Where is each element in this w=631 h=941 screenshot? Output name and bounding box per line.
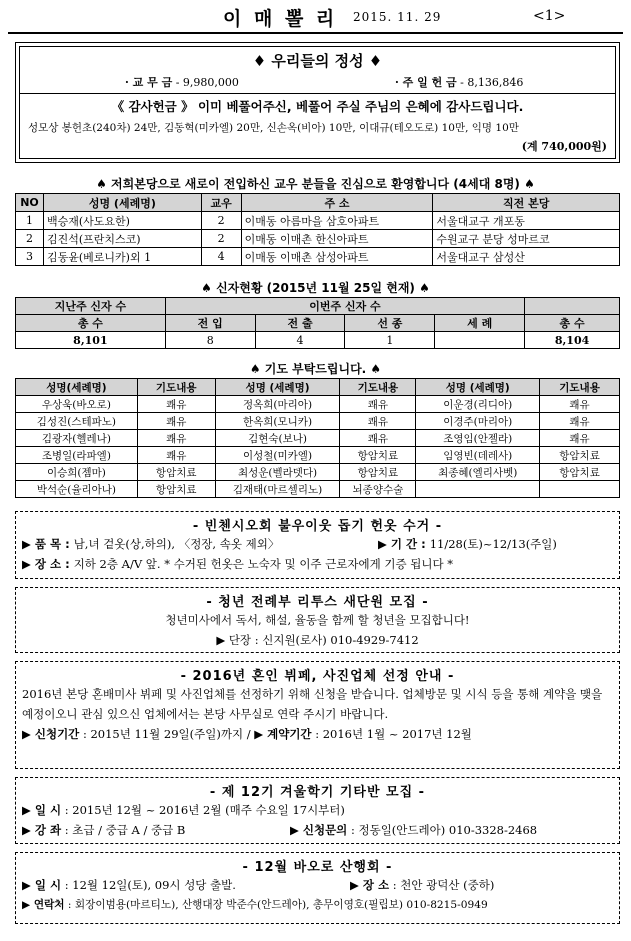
notice-row <box>22 895 613 915</box>
sunday-collection-amount: - 8,136,846 <box>460 76 524 89</box>
table-row <box>16 430 620 447</box>
notice-title: - 2016년 혼인 뷔페, 사진업체 선정 안내 - <box>180 669 455 684</box>
table-row <box>16 212 620 230</box>
notice-body: 청년미사에서 독서, 해설, 율동을 함께 할 청년을 모집합니다! <box>165 613 470 627</box>
sunday-collection-label: · 주 일 헌 금 <box>395 76 457 89</box>
cell: 항암치료 <box>137 481 215 498</box>
blank-header <box>525 298 620 315</box>
prayer-table <box>15 378 620 498</box>
cell: 항암치료 <box>340 464 416 481</box>
new-members-title: ♠ 저희본당으로 새로이 전입하신 교우 분들을 진심으로 환영합니다 (4세대 8명) ♠ <box>96 177 535 191</box>
date-label: ▶ 일 시 <box>22 803 62 817</box>
col-prayer: 기도내용 <box>340 379 416 396</box>
cell: 쾌유 <box>540 396 620 413</box>
cell: 우상욱(바오로) <box>16 396 138 413</box>
notice-row <box>22 875 613 895</box>
cell: 항암치료 <box>137 464 215 481</box>
cell: 3 <box>16 248 44 266</box>
transfer-out-value: 4 <box>255 332 345 349</box>
table-row <box>16 464 620 481</box>
inquiry-value: : 정동일(안드레아) 010-3328-2468 <box>347 823 538 837</box>
notice-row <box>22 554 613 574</box>
offering-title: ♦ 우리들의 정성 ♦ <box>252 52 383 70</box>
cell: 김광자(헬레나) <box>16 430 138 447</box>
cell: 쾌유 <box>540 413 620 430</box>
cell: 수원교구 분당 성마르코 <box>433 230 620 248</box>
offering-divider <box>20 93 615 94</box>
new-members-table <box>15 193 620 266</box>
notice-title: - 제 12기 겨울학기 기타반 모집 - <box>209 785 426 800</box>
cell: 김동윤(베로니카)외 1 <box>43 248 201 266</box>
notice-row <box>22 724 613 744</box>
cell: 이매동 이매촌 한신아파트 <box>241 230 433 248</box>
inquiry <box>290 820 537 840</box>
cell: 이승희(젬마) <box>16 464 138 481</box>
last-total-header: 총 수 <box>16 315 166 332</box>
table-header-row <box>16 298 620 315</box>
notice-contact: ▶ 단장 : 신지원(로사) 010-4929-7412 <box>216 633 419 647</box>
table-header-row <box>16 315 620 332</box>
offering-inner-frame <box>19 46 616 159</box>
cell: 이경주(마리아) <box>416 413 540 430</box>
cell: 쾌유 <box>137 447 215 464</box>
notice-title: - 12월 바오로 산행회 - <box>242 860 393 875</box>
deceased-value: 1 <box>345 332 435 349</box>
hiking-club-notice <box>15 852 620 924</box>
cell: 1 <box>16 212 44 230</box>
notice-title: - 청년 전례부 리투스 새단원 모집 - <box>206 595 429 610</box>
col-baptism: 세 례 <box>435 315 525 332</box>
clothes-drive-notice <box>15 511 620 579</box>
contact-label: ▶ 연락처 <box>22 899 65 911</box>
contract-period-label: ▶ 계약기간 <box>254 727 312 741</box>
notice-row <box>22 800 613 820</box>
cell: 쾌유 <box>137 396 215 413</box>
cell: 쾌유 <box>340 413 416 430</box>
sunday-collection <box>395 74 523 90</box>
cell: 2 <box>201 230 241 248</box>
date-label: ▶ 일 시 <box>22 878 62 892</box>
header-rule <box>8 32 623 34</box>
prayer-title: ♠ 기도 부탁드립니다. ♠ <box>249 362 382 376</box>
last-week-header: 지난주 신자 수 <box>16 298 166 315</box>
apply-period-value: : 2015년 11월 29일(주일)까지 / <box>79 727 255 741</box>
notice-body: 2016년 본당 혼배미사 뷔페 및 사진업체를 선정하기 위해 신청을 받습니다. 업체방문 및 시식 등을 통해 계약을 맺을 예정이오니 관심 있으신 업체에서는 본당 사무실로 연락 주시기 바랍니다. <box>22 687 603 721</box>
cell: 이매동 이매촌 삼성아파트 <box>241 248 433 266</box>
cell: 최성운(벨라뎃다) <box>215 464 340 481</box>
notice-row <box>22 534 613 554</box>
bulletin-title: 이 매 뽈 리 <box>223 8 338 30</box>
this-total-header: 총 수 <box>525 315 620 332</box>
period <box>378 534 557 554</box>
cell: 정옥희(마리아) <box>215 396 340 413</box>
item-label: ▶ 품 목 : <box>22 537 74 551</box>
table-row <box>16 413 620 430</box>
place-value: : 천안 광덕산 (중하) <box>389 878 495 892</box>
place-label: ▶ 장 소 : <box>22 557 74 571</box>
cell: 박석순(율리아나) <box>16 481 138 498</box>
col-name: 성명 (세례명) <box>43 194 201 212</box>
period-value: 11/28(토)~12/13(주일) <box>429 537 557 551</box>
table-row <box>16 481 620 498</box>
col-members: 교우 <box>201 194 241 212</box>
place <box>350 875 494 895</box>
col-name: 성명 (세례명) <box>416 379 540 396</box>
col-prayer: 기도내용 <box>137 379 215 396</box>
baptism-value <box>435 332 525 349</box>
bulletin-date: 2015. 11. 29 <box>353 10 442 24</box>
place-value: 지하 2층 A/V 앞. * 수거된 헌옷은 노숙자 및 이주 근로자에게 기증 됩니다 * <box>73 557 453 571</box>
this-total-value: 8,104 <box>525 332 620 349</box>
cell: 서울대교구 개포동 <box>433 212 620 230</box>
this-week-header: 이번주 신자 수 <box>165 298 524 315</box>
school-fee-label: · 교 무 금 <box>125 76 173 89</box>
notice-title: - 빈첸시오회 불우이웃 돕기 헌옷 수거 - <box>192 519 443 534</box>
col-address: 주 소 <box>241 194 433 212</box>
cell: 이운경(리디아) <box>416 396 540 413</box>
table-row <box>16 332 620 349</box>
transfer-in-value: 8 <box>165 332 255 349</box>
cell <box>416 481 540 498</box>
table-row <box>16 447 620 464</box>
table-row <box>16 248 620 266</box>
col-deceased: 선 종 <box>345 315 435 332</box>
youth-liturgy-notice <box>15 587 620 653</box>
col-transfer-out: 전 출 <box>255 315 345 332</box>
cell: 쾌유 <box>137 430 215 447</box>
apply-period-label: ▶ 신청기간 <box>22 727 80 741</box>
col-transfer-in: 전 입 <box>165 315 255 332</box>
col-name: 성명(세례명) <box>16 379 138 396</box>
cell: 서울대교구 삼성산 <box>433 248 620 266</box>
col-prayer: 기도내용 <box>540 379 620 396</box>
cell: 한옥희(모니카) <box>215 413 340 430</box>
bulletin-header <box>8 2 623 32</box>
cell: 김성진(스테파노) <box>16 413 138 430</box>
cell: 쾌유 <box>137 413 215 430</box>
guitar-class-notice <box>15 777 620 844</box>
cell: 조영임(안젤라) <box>416 430 540 447</box>
table-row <box>16 396 620 413</box>
donor-list: 성모상 봉헌초(240차) 24만, 김동혁(미카엘) 20만, 신손옥(비아) 10만, 이대규(테오도로) 10만, 익명 10만 <box>28 122 519 134</box>
page-number: <1> <box>533 8 566 24</box>
cell: 이성철(미카엘) <box>215 447 340 464</box>
offering-amounts <box>20 74 615 91</box>
course-label: ▶ 강 좌 <box>22 823 62 837</box>
cell: 임영빈(데레사) <box>416 447 540 464</box>
course-value: : 초급 / 중급 A / 중급 B <box>61 823 186 837</box>
cell <box>540 481 620 498</box>
cell: 항암치료 <box>540 447 620 464</box>
contact-value: : 회장이범용(마르티노), 산행대장 박준수(안드레아), 총무이영호(필립보) 010-8215-0949 <box>64 899 488 911</box>
col-name: 성명 (세례명) <box>215 379 340 396</box>
cell: 김진석(프란치스코) <box>43 230 201 248</box>
cell: 2 <box>201 212 241 230</box>
cell: 2 <box>16 230 44 248</box>
believers-title: ♠ 신자현황 (2015년 11월 25일 현재) ♠ <box>201 281 430 295</box>
cell: 이매동 아름마을 삼호아파트 <box>241 212 433 230</box>
col-prev-parish: 직전 본당 <box>433 194 620 212</box>
table-header-row <box>16 194 620 212</box>
cell: 항암치료 <box>540 464 620 481</box>
period-label: ▶ 기 간 : <box>378 537 430 551</box>
date-value: : 12월 12일(토), 09시 성당 출발. <box>61 878 236 892</box>
contract-period-value: : 2016년 1월 ~ 2017년 12월 <box>311 727 472 741</box>
donation-total: (계 740,000원) <box>521 140 607 153</box>
date-value: : 2015년 12월 ~ 2016년 2월 (매주 수요일 17시부터) <box>61 803 345 817</box>
school-fee <box>125 74 239 90</box>
cell: 항암치료 <box>340 447 416 464</box>
cell: 쾌유 <box>540 430 620 447</box>
wedding-vendor-notice <box>15 661 620 769</box>
cell: 김현숙(보나) <box>215 430 340 447</box>
thanks-line: 《 감사헌금 》 이미 베풀어주신, 베풀어 주실 주님의 은혜에 감사드립니다. <box>111 99 524 114</box>
cell: 쾌유 <box>340 430 416 447</box>
notice-row <box>22 820 613 840</box>
cell: 백승재(사도요한) <box>43 212 201 230</box>
cell: 조병일(라파엘) <box>16 447 138 464</box>
item-value: 남,녀 겉옷(상,하의), 〈정장, 속옷 제외〉 <box>73 537 280 551</box>
offering-box <box>15 42 620 163</box>
inquiry-label: ▶ 신청문의 <box>290 823 348 837</box>
last-total-value: 8,101 <box>16 332 166 349</box>
cell: 김재태(마르셀리노) <box>215 481 340 498</box>
school-fee-amount: - 9,980,000 <box>175 76 239 89</box>
table-row <box>16 230 620 248</box>
table-header-row <box>16 379 620 396</box>
believers-table <box>15 297 620 349</box>
cell: 뇌종양수술 <box>340 481 416 498</box>
place-label: ▶ 장 소 <box>350 878 390 892</box>
col-no: NO <box>16 194 44 212</box>
cell: 최종혜(엘리사벳) <box>416 464 540 481</box>
cell: 4 <box>201 248 241 266</box>
cell: 쾌유 <box>340 396 416 413</box>
